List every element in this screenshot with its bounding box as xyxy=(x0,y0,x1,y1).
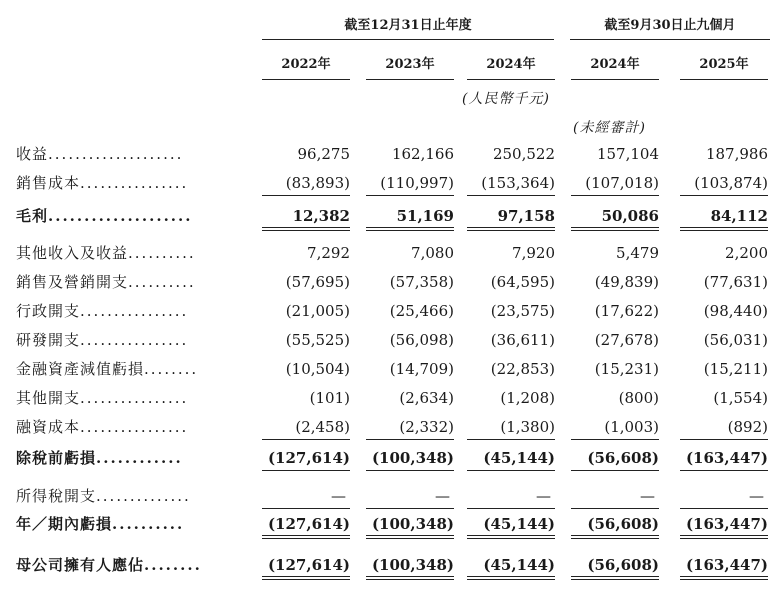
table-cell: (127,614) xyxy=(267,515,350,533)
single-underline xyxy=(366,439,454,440)
table-row xyxy=(0,327,779,353)
single-underline xyxy=(680,439,768,440)
header-nine-months-group: 截至9月30日止九個月 xyxy=(604,18,736,33)
single-underline xyxy=(467,439,555,440)
table-cell: 96,275 xyxy=(297,145,350,163)
table-cell: (127,614) xyxy=(267,449,350,467)
year-col-2024-nine-months: 2024年 xyxy=(590,57,640,72)
table-cell: (110,997) xyxy=(380,174,454,192)
row-label-text: 其他開支 xyxy=(16,389,81,407)
row-label-text: 母公司擁有人應佔 xyxy=(16,556,145,574)
table-cell: (100,348) xyxy=(371,515,454,533)
table-cell: 157,104 xyxy=(596,145,659,163)
table-cell: (2,634) xyxy=(399,389,454,407)
row-label-text: 行政開支 xyxy=(16,302,81,320)
year-rule-2025-nine-months xyxy=(680,79,768,80)
row-label-text: 融資成本 xyxy=(16,418,81,436)
leader-dots: .......... xyxy=(128,273,196,291)
header-year-end-rule xyxy=(262,39,554,40)
row-label-text: 除稅前虧損 xyxy=(16,449,97,467)
row-label-text: 金融資產減值虧損 xyxy=(16,360,145,378)
double-underline xyxy=(680,227,768,231)
row-label xyxy=(16,511,184,537)
table-row xyxy=(0,240,779,266)
table-row xyxy=(0,552,779,578)
table-cell: (1,003) xyxy=(604,418,659,436)
row-label-text: 其他收入及收益 xyxy=(16,244,129,262)
table-cell: 97,158 xyxy=(497,207,555,225)
row-label xyxy=(16,203,192,229)
single-underline xyxy=(262,508,350,509)
table-cell: (55,525) xyxy=(285,331,350,349)
table-row xyxy=(0,414,779,440)
double-underline xyxy=(467,576,555,580)
table-cell: 250,522 xyxy=(492,145,555,163)
leader-dots: .................... xyxy=(48,145,184,163)
single-underline xyxy=(262,470,350,471)
row-label xyxy=(16,298,188,324)
single-underline xyxy=(366,470,454,471)
row-label xyxy=(16,327,188,353)
year-rule-2023 xyxy=(366,79,454,80)
header-year-end-group: 截至12月31日止年度 xyxy=(344,18,472,33)
leader-dots: ................ xyxy=(80,389,189,407)
unaudited-note: (未經審計) xyxy=(573,120,646,136)
table-cell: 162,166 xyxy=(391,145,454,163)
single-underline xyxy=(467,470,555,471)
row-label xyxy=(16,414,188,440)
table-cell: (800) xyxy=(618,389,659,407)
row-label-text: 年／期內虧損 xyxy=(16,515,113,533)
row-label xyxy=(16,170,188,196)
single-underline xyxy=(571,195,659,196)
table-cell: (163,447) xyxy=(685,449,768,467)
table-cell: — xyxy=(435,487,450,505)
table-cell: (77,631) xyxy=(703,273,768,291)
year-col-2024: 2024年 xyxy=(486,57,536,72)
table-cell: (127,614) xyxy=(267,556,350,574)
row-label xyxy=(16,445,183,471)
year-col-2022: 2022年 xyxy=(281,57,331,72)
table-cell: (100,348) xyxy=(371,449,454,467)
table-cell: (1,380) xyxy=(500,418,555,436)
table-cell: (2,458) xyxy=(295,418,350,436)
table-cell: (163,447) xyxy=(685,556,768,574)
table-cell: (892) xyxy=(727,418,768,436)
table-cell: (101) xyxy=(309,389,350,407)
leader-dots: ........ xyxy=(144,556,202,574)
row-label-text: 毛利 xyxy=(16,207,49,225)
table-row xyxy=(0,203,779,229)
table-cell: 5,479 xyxy=(616,244,659,262)
table-cell: (45,144) xyxy=(483,449,555,467)
leader-dots: ................ xyxy=(80,331,189,349)
double-underline xyxy=(571,227,659,231)
table-cell: (45,144) xyxy=(483,515,555,533)
table-cell: (2,332) xyxy=(399,418,454,436)
double-underline xyxy=(680,576,768,580)
single-underline xyxy=(366,508,454,509)
single-underline xyxy=(680,470,768,471)
table-cell: (100,348) xyxy=(371,556,454,574)
single-underline xyxy=(571,508,659,509)
header-nine-months-rule xyxy=(570,39,770,40)
table-cell: (103,874) xyxy=(694,174,768,192)
table-cell: (36,611) xyxy=(490,331,555,349)
single-underline xyxy=(467,508,555,509)
table-cell: (10,504) xyxy=(285,360,350,378)
table-cell: (21,005) xyxy=(285,302,350,320)
unit-note: (人民幣千元) xyxy=(462,91,550,107)
table-row xyxy=(0,483,779,509)
table-cell: 84,112 xyxy=(710,207,768,225)
table-cell: 7,920 xyxy=(512,244,555,262)
year-rule-2024 xyxy=(467,79,555,80)
leader-dots: ........ xyxy=(144,360,199,378)
double-underline xyxy=(571,535,659,539)
leader-dots: .......... xyxy=(112,515,185,533)
single-underline xyxy=(680,195,768,196)
single-underline xyxy=(571,439,659,440)
leader-dots: ................ xyxy=(80,302,189,320)
table-row xyxy=(0,511,779,537)
table-cell: (163,447) xyxy=(685,515,768,533)
table-cell: 12,382 xyxy=(292,207,350,225)
table-row xyxy=(0,445,779,471)
table-row xyxy=(0,269,779,295)
row-label-text: 銷售及營銷開支 xyxy=(16,273,129,291)
table-row xyxy=(0,356,779,382)
table-cell: (17,622) xyxy=(594,302,659,320)
leader-dots: .............. xyxy=(96,487,191,505)
single-underline xyxy=(571,470,659,471)
table-row xyxy=(0,298,779,324)
table-cell: (107,018) xyxy=(585,174,659,192)
table-cell: (56,608) xyxy=(587,449,659,467)
table-cell: (56,098) xyxy=(389,331,454,349)
double-underline xyxy=(680,535,768,539)
table-cell: 187,986 xyxy=(705,145,768,163)
row-label-text: 所得稅開支 xyxy=(16,487,97,505)
leader-dots: ............ xyxy=(96,449,183,467)
double-underline xyxy=(262,535,350,539)
table-cell: 2,200 xyxy=(725,244,768,262)
double-underline xyxy=(262,576,350,580)
double-underline xyxy=(467,227,555,231)
table-cell: (56,608) xyxy=(587,515,659,533)
year-rule-2022 xyxy=(262,79,350,80)
row-label xyxy=(16,269,196,295)
table-cell: (45,144) xyxy=(483,556,555,574)
single-underline xyxy=(366,195,454,196)
table-cell: (22,853) xyxy=(490,360,555,378)
table-cell: 7,292 xyxy=(307,244,350,262)
single-underline xyxy=(262,439,350,440)
single-underline xyxy=(467,195,555,196)
single-underline xyxy=(680,508,768,509)
double-underline xyxy=(571,576,659,580)
year-rule-2024-nine-months xyxy=(571,79,659,80)
table-cell: (23,575) xyxy=(490,302,555,320)
table-cell: (83,893) xyxy=(285,174,350,192)
row-label xyxy=(16,356,198,382)
row-label xyxy=(16,385,188,411)
table-cell: — xyxy=(749,487,764,505)
row-label-text: 銷售成本 xyxy=(16,174,81,192)
table-row xyxy=(0,385,779,411)
table-cell: (56,031) xyxy=(703,331,768,349)
table-cell: (49,839) xyxy=(594,273,659,291)
double-underline xyxy=(467,535,555,539)
table-cell: — xyxy=(640,487,655,505)
leader-dots: .................... xyxy=(48,207,193,225)
single-underline xyxy=(262,195,350,196)
table-cell: (14,709) xyxy=(389,360,454,378)
row-label-text: 研發開支 xyxy=(16,331,81,349)
table-cell: (57,358) xyxy=(389,273,454,291)
table-cell: 50,086 xyxy=(601,207,659,225)
table-cell: (27,678) xyxy=(594,331,659,349)
leader-dots: .......... xyxy=(128,244,196,262)
table-cell: (56,608) xyxy=(587,556,659,574)
table-cell: (64,595) xyxy=(490,273,555,291)
row-label-text: 收益 xyxy=(16,145,49,163)
year-col-2023: 2023年 xyxy=(385,57,435,72)
double-underline xyxy=(262,227,350,231)
row-label xyxy=(16,240,196,266)
row-label xyxy=(16,141,183,167)
table-cell: (25,466) xyxy=(389,302,454,320)
table-cell: (15,211) xyxy=(703,360,768,378)
leader-dots: ................ xyxy=(80,174,189,192)
table-cell: (57,695) xyxy=(285,273,350,291)
table-row xyxy=(0,141,779,167)
double-underline xyxy=(366,227,454,231)
row-label xyxy=(16,552,202,578)
year-col-2025-nine-months: 2025年 xyxy=(699,57,749,72)
row-label xyxy=(16,483,191,509)
table-cell: 51,169 xyxy=(396,207,454,225)
table-cell: (1,208) xyxy=(500,389,555,407)
double-underline xyxy=(366,576,454,580)
table-cell: 7,080 xyxy=(411,244,454,262)
double-underline xyxy=(366,535,454,539)
table-cell: — xyxy=(536,487,551,505)
table-row xyxy=(0,170,779,196)
table-cell: (98,440) xyxy=(703,302,768,320)
leader-dots: ................ xyxy=(80,418,189,436)
table-cell: (153,364) xyxy=(481,174,555,192)
table-cell: — xyxy=(331,487,346,505)
table-cell: (15,231) xyxy=(594,360,659,378)
table-cell: (1,554) xyxy=(713,389,768,407)
